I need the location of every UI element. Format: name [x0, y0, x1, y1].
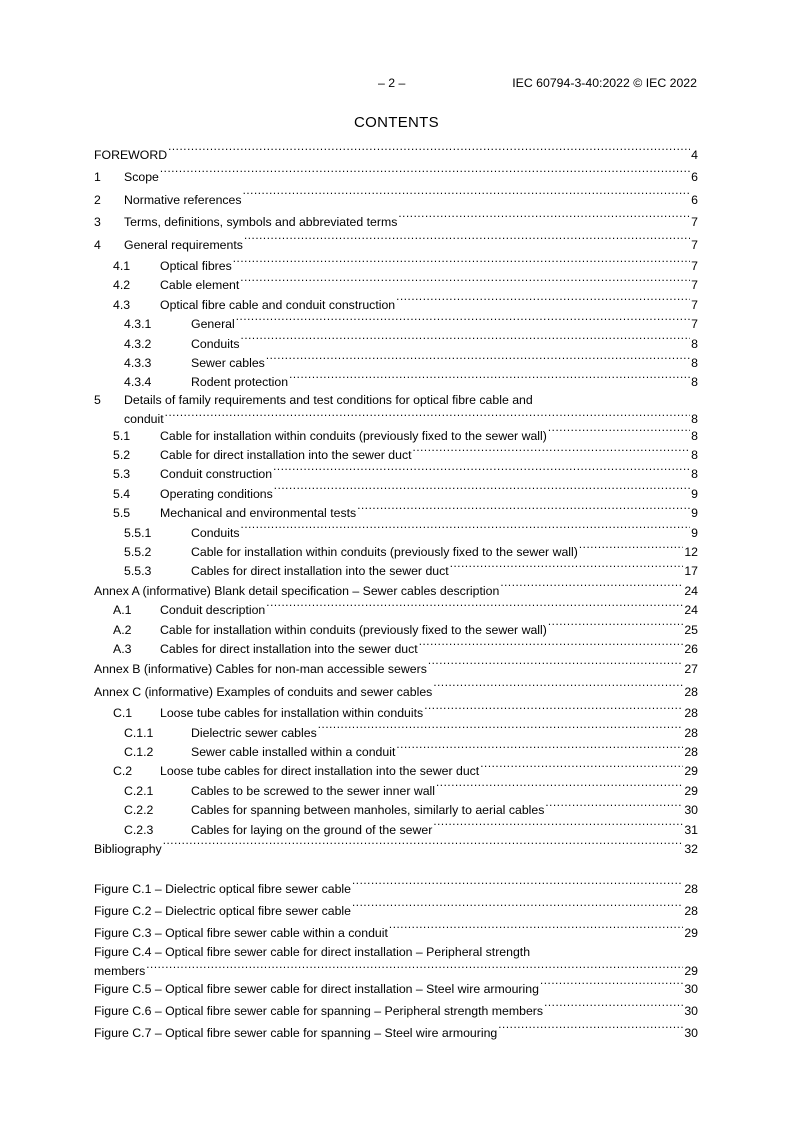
entry-title: Sewer cable installed within a conduit — [191, 744, 396, 759]
entry-number: 5.5 — [113, 506, 131, 521]
entry-number: 5.5.1 — [124, 525, 152, 540]
entry-title: Dielectric sewer cables — [191, 725, 317, 740]
entry-number: 4.3 — [113, 297, 131, 312]
dot-leader — [413, 445, 691, 459]
entry-title: Details of family requirements and test conditions for optical fibre cable and — [124, 392, 533, 407]
toc-entry[interactable] — [94, 334, 698, 353]
toc-entry[interactable] — [94, 723, 698, 742]
entry-page-number: 8 — [691, 428, 698, 443]
entry-title: Annex A (informative) Blank detail specification – Sewer cables description — [94, 583, 500, 598]
dot-leader — [540, 979, 683, 993]
entry-page-number: 29 — [684, 926, 698, 941]
dot-leader — [244, 235, 690, 249]
entry-page-number: 28 — [684, 684, 698, 699]
toc-entry[interactable] — [94, 484, 698, 503]
entry-number: 5.4 — [113, 486, 131, 501]
entry-title: Figure C.1 – Dielectric optical fibre sewer cable — [94, 882, 351, 897]
entry-number: C.2.1 — [124, 783, 154, 798]
entry-number: A.2 — [113, 622, 132, 637]
entry-page-number: 8 — [691, 355, 698, 370]
dot-leader — [266, 600, 683, 614]
toc-entry[interactable] — [94, 742, 698, 761]
toc-entry[interactable] — [94, 234, 698, 256]
entry-page-number: 7 — [691, 237, 698, 252]
dot-leader — [243, 190, 691, 204]
entry-page-number: 29 — [684, 964, 698, 979]
entry-page-number: 30 — [684, 1004, 698, 1019]
entry-page-number: 4 — [691, 148, 698, 162]
toc-entry[interactable] — [94, 600, 698, 619]
entry-title: Cable for installation within conduits (previously fixed to the sewer wall) — [191, 545, 578, 560]
entry-page-number: 9 — [691, 486, 698, 501]
dot-leader — [233, 256, 690, 270]
toc-entry[interactable] — [94, 445, 698, 464]
toc-entry[interactable] — [94, 464, 698, 483]
dot-leader — [500, 581, 683, 595]
entry-page-number: 7 — [691, 258, 698, 273]
dot-leader — [450, 561, 684, 575]
toc-entry[interactable] — [94, 503, 698, 522]
entry-title: Figure C.7 – Optical fibre sewer cable for spanning – Steel wire armouring — [94, 1026, 498, 1041]
entry-page-number: 12 — [684, 545, 698, 560]
toc-entry[interactable] — [94, 561, 698, 580]
entry-title: Rodent protection — [191, 375, 289, 390]
entry-title: Optical fibre cable and conduit construction — [160, 297, 396, 312]
dot-leader — [165, 409, 691, 423]
dot-leader — [498, 1023, 683, 1037]
contents-title: CONTENTS — [354, 114, 439, 131]
entry-page-number: 30 — [684, 982, 698, 997]
toc-entry[interactable] — [94, 620, 698, 639]
entry-title: Figure C.2 – Dielectric optical fibre sewer cable — [94, 904, 351, 919]
entry-title: Normative references — [124, 192, 242, 207]
entry-title: Cables to be screwed to the sewer inner wall — [191, 783, 436, 798]
entry-page-number: 26 — [684, 641, 698, 656]
entry-number: 5 — [94, 392, 101, 407]
toc-entry[interactable] — [94, 542, 698, 561]
dot-leader — [241, 523, 691, 537]
entry-title-continued: conduit — [124, 411, 164, 426]
entry-title: Loose tube cables for installation within conduits — [160, 706, 424, 721]
toc-entry[interactable] — [94, 781, 698, 800]
dot-leader — [352, 901, 683, 915]
entry-title: Conduit description — [160, 603, 266, 618]
entry-page-number: 6 — [691, 192, 698, 207]
toc-entries — [94, 144, 698, 858]
entry-page-number: 28 — [684, 904, 698, 919]
entry-page-number: 29 — [684, 764, 698, 779]
entry-title: Operating conditions — [160, 486, 273, 501]
entry-number: 1 — [94, 170, 101, 185]
entry-second-line — [94, 409, 698, 426]
entry-title: General — [191, 317, 235, 332]
dot-leader — [548, 426, 690, 440]
dot-leader — [160, 167, 690, 181]
entry-title: Sewer cables — [191, 355, 265, 370]
section-gap — [94, 858, 698, 878]
entry-page-number: 9 — [691, 506, 698, 521]
entry-number: 5.1 — [113, 428, 131, 443]
entry-title: Cables for direct installation into the sewer duct — [160, 641, 418, 656]
toc-entry[interactable] — [94, 681, 698, 703]
entry-number: C.2.2 — [124, 803, 154, 818]
entry-title: Cables for spanning between manholes, similarly to aerial cables — [191, 803, 545, 818]
entry-number: 4.1 — [113, 258, 131, 273]
entry-title: Optical fibres — [160, 258, 232, 273]
entry-page-number: 7 — [691, 297, 698, 312]
entry-title: Annex B (informative) Cables for non-man accessible sewers — [94, 662, 427, 677]
dot-leader — [273, 464, 690, 478]
dot-leader — [396, 742, 683, 756]
figure-entry[interactable] — [94, 900, 698, 922]
entry-page-number: 8 — [691, 336, 698, 351]
entry-title: Figure C.4 – Optical fibre sewer cable for direct installation – Peripheral strength — [94, 945, 531, 960]
dot-leader — [428, 659, 683, 673]
entry-title: Cable for installation within conduits (previously fixed to the sewer wall) — [160, 428, 547, 443]
figure-entry[interactable] — [94, 1000, 698, 1022]
entry-number: C.1 — [113, 706, 133, 721]
entry-number: 4.3.1 — [124, 317, 152, 332]
entry-title: Figure C.3 – Optical fibre sewer cable within a conduit — [94, 926, 388, 941]
entry-page-number: 8 — [691, 375, 698, 390]
entry-page-number: 32 — [684, 841, 698, 856]
entry-number: 4.3.4 — [124, 375, 152, 390]
entry-page-number: 28 — [684, 744, 698, 759]
entry-page-number: 8 — [691, 448, 698, 463]
figure-entry[interactable] — [94, 978, 698, 1000]
dot-leader — [544, 1001, 683, 1015]
dot-leader — [318, 723, 684, 737]
entry-title: Cables for direct installation into the sewer duct — [191, 564, 449, 579]
entry-page-number: 8 — [691, 467, 698, 482]
entry-title: General requirements — [124, 237, 243, 252]
entry-page-number: 30 — [684, 803, 698, 818]
dot-leader — [396, 295, 690, 309]
toc-entry[interactable] — [94, 144, 698, 166]
entry-number: C.2.3 — [124, 822, 154, 837]
entry-title: Cable for installation within conduits (previously fixed to the sewer wall) — [160, 622, 547, 637]
dot-leader — [357, 503, 690, 517]
dot-leader — [352, 879, 683, 893]
toc-entry[interactable] — [94, 189, 698, 211]
list-of-figures — [94, 878, 698, 1044]
entry-first-line — [94, 392, 698, 409]
dot-leader — [419, 639, 684, 653]
entry-page-number: 24 — [684, 583, 698, 598]
entry-title: Scope — [124, 170, 159, 185]
toc-entry[interactable] — [94, 372, 698, 391]
dot-leader — [480, 761, 683, 775]
entry-number: 5.2 — [113, 448, 131, 463]
standard-reference: IEC 60794-3-40:2022 © IEC 2022 — [512, 76, 697, 90]
dot-leader — [433, 820, 683, 834]
table-of-contents — [94, 144, 698, 1044]
toc-entry[interactable] — [94, 639, 698, 658]
toc-entry[interactable] — [94, 256, 698, 275]
entry-page-number: 9 — [691, 525, 698, 540]
toc-entry[interactable] — [94, 314, 698, 333]
dot-leader — [168, 145, 690, 159]
toc-entry[interactable] — [94, 523, 698, 542]
toc-entry[interactable] — [94, 211, 698, 233]
entry-page-number: 7 — [691, 215, 698, 230]
entry-page-number: 25 — [684, 622, 698, 637]
toc-entry[interactable] — [94, 820, 698, 839]
toc-entry[interactable] — [94, 761, 698, 780]
entry-number: 5.3 — [113, 467, 131, 482]
entry-title-continued: members — [94, 964, 146, 979]
toc-entry[interactable] — [94, 658, 698, 680]
toc-entry[interactable] — [94, 426, 698, 445]
figure-entry[interactable] — [94, 944, 698, 978]
entry-number: C.1.1 — [124, 725, 154, 740]
entry-number: 4 — [94, 237, 101, 252]
entry-number: C.1.2 — [124, 744, 154, 759]
entry-page-number: 30 — [684, 1026, 698, 1041]
dot-leader — [241, 334, 691, 348]
toc-entry[interactable] — [94, 166, 698, 188]
entry-page-number: 28 — [684, 725, 698, 740]
dot-leader — [424, 703, 683, 717]
figure-entry[interactable] — [94, 1022, 698, 1044]
entry-title: Figure C.5 – Optical fibre sewer cable for direct installation – Steel wire armouring — [94, 982, 539, 997]
entry-title: Conduits — [191, 525, 240, 540]
dot-leader — [146, 961, 683, 975]
entry-number: 5.5.3 — [124, 564, 152, 579]
entry-page-number: 31 — [684, 822, 698, 837]
figure-entry[interactable] — [94, 878, 698, 900]
entry-number: 3 — [94, 215, 101, 230]
dot-leader — [548, 620, 683, 634]
entry-title: Loose tube cables for direct installation into the sewer duct — [160, 764, 480, 779]
dot-leader — [274, 484, 690, 498]
toc-entry[interactable] — [94, 275, 698, 294]
page-number: – 2 – — [378, 76, 406, 90]
figure-entry[interactable] — [94, 922, 698, 944]
entry-number: C.2 — [113, 764, 133, 779]
entry-page-number: 6 — [691, 170, 698, 185]
entry-title: Cable for direct installation into the sewer duct — [160, 448, 412, 463]
entry-first-line — [94, 944, 698, 961]
entry-title: Cables for laying on the ground of the sewer — [191, 822, 433, 837]
entry-page-number: 24 — [684, 603, 698, 618]
dot-leader — [236, 314, 690, 328]
entry-page-number: 27 — [684, 662, 698, 677]
dot-leader — [579, 542, 683, 556]
entry-title: Conduit construction — [160, 467, 273, 482]
dot-leader — [398, 212, 690, 226]
dot-leader — [436, 781, 683, 795]
entry-number: 4.2 — [113, 278, 131, 293]
dot-leader — [433, 682, 683, 696]
entry-page-number: 28 — [684, 882, 698, 897]
toc-entry[interactable] — [94, 703, 698, 722]
dot-leader — [289, 372, 690, 386]
entry-title: Terms, definitions, symbols and abbreviated terms — [124, 215, 398, 230]
toc-entry[interactable] — [94, 839, 698, 858]
entry-title: Figure C.6 – Optical fibre sewer cable for spanning – Peripheral strength members — [94, 1004, 544, 1019]
entry-page-number: 28 — [684, 706, 698, 721]
dot-leader — [545, 800, 683, 814]
entry-title: Bibliography — [94, 841, 162, 856]
entry-number: A.1 — [113, 603, 132, 618]
entry-number: A.3 — [113, 641, 132, 656]
entry-page-number: 8 — [691, 411, 698, 426]
dot-leader — [240, 275, 690, 289]
entry-number: 4.3.2 — [124, 336, 152, 351]
dot-leader — [389, 923, 683, 937]
entry-title: Annex C (informative) Examples of conduits and sewer cables — [94, 684, 433, 699]
entry-number: 4.3.3 — [124, 355, 152, 370]
entry-page-number: 7 — [691, 317, 698, 332]
entry-page-number: 29 — [684, 783, 698, 798]
entry-page-number: 17 — [684, 564, 698, 579]
entry-title: Conduits — [191, 336, 240, 351]
dot-leader — [266, 353, 690, 367]
toc-entry[interactable] — [94, 295, 698, 314]
entry-title: Mechanical and environmental tests — [160, 506, 357, 521]
dot-leader — [163, 839, 684, 853]
entry-second-line — [94, 961, 698, 978]
entry-title: Cable element — [160, 278, 240, 293]
entry-page-number: 7 — [691, 278, 698, 293]
toc-entry[interactable] — [94, 581, 698, 600]
toc-entry[interactable] — [94, 353, 698, 372]
entry-title: FOREWORD — [94, 148, 168, 162]
toc-entry[interactable] — [94, 392, 698, 426]
toc-entry[interactable] — [94, 800, 698, 819]
entry-number: 5.5.2 — [124, 545, 152, 560]
entry-number: 2 — [94, 192, 101, 207]
